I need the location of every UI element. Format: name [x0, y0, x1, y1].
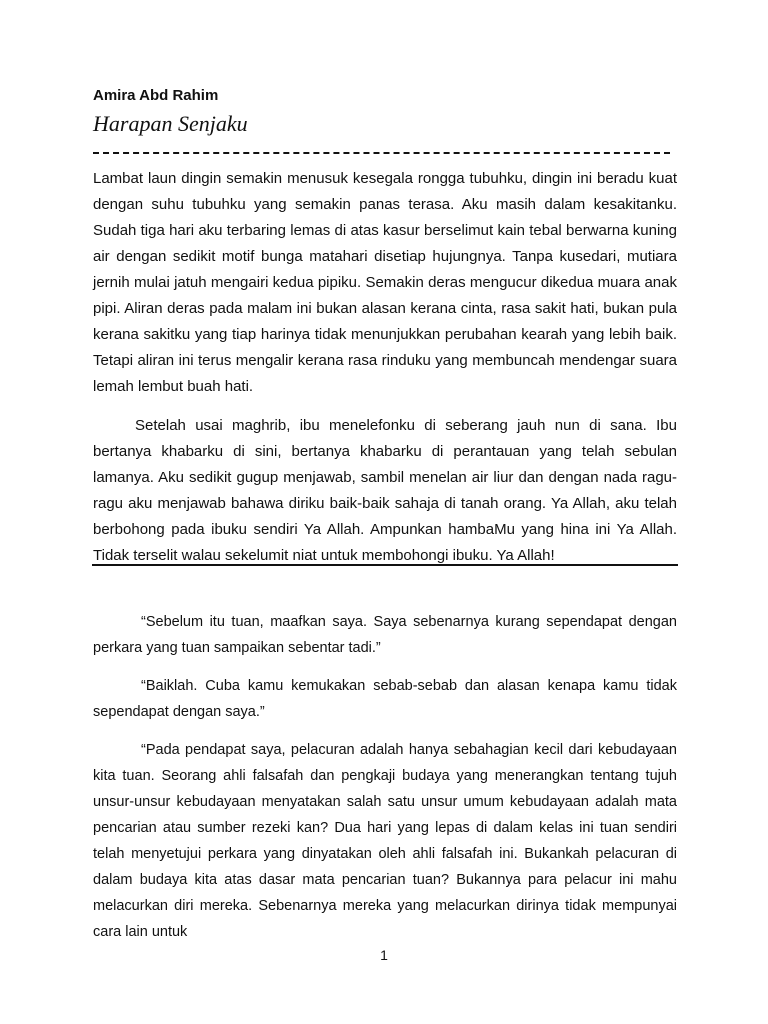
dialogue-section: [93, 609, 677, 945]
page-number: 1: [380, 947, 388, 963]
dashed-separator: [93, 152, 670, 154]
paragraph: Lambat laun dingin semakin menusuk kesegala rongga tubuhku, dingin ini beradu kuat dengan suhu tubuhku yang semakin panas terasa. Aku masih dalam kesakitanku. Sudah tiga hari aku terbaring lemas di atas kasur berselimut kain tebal berwarna kuning air dengan sedikit motif bunga matahari disetiap hujungnya. Tanpa kusedari, mutiara jernih mulai jatuh mengairi kedua pipiku. Semakin deras mengucur dikedua muara anak pipi. Aliran deras pada malam ini bukan alasan kerana cinta, rasa sakit hati, bukan pula kerana sakitku yang tiap harinya tidak menunjukkan perubahan kearah yang lebih baik. Tetapi aliran ini terus mengalir kerana rasa rinduku yang membuncah mendengar suara lemah lembut buah hati.: [93, 170, 677, 395]
dialogue-paragraph: “Sebelum itu tuan, maafkan saya. Saya sebenarnya kurang sependapat dengan perkara yang tuan sampaikan sebentar tadi.”: [93, 614, 677, 656]
story-title: Harapan Senjaku: [93, 111, 248, 136]
narrative-section: [93, 166, 677, 569]
paragraph: Setelah usai maghrib, ibu menelefonku di seberang jauh nun di sana. Ibu bertanya khabarku di sini, bertanya khabarku di perantauan yang telah sebulan lamanya. Aku sedikit gugup menjawab, sambil menelan air liur dan dengan nada ragu-ragu aku menjawab bahawa diriku baik-baik sahaja di tanah orang. Ya Allah, aku telah berbohong pada ibuku sendiri Ya Allah. Ampunkan hambaMu yang hina ini Ya Allah. Tidak terselit walau sekelumit niat untuk membohongi ibuku. Ya Allah!: [93, 417, 677, 564]
dialogue-paragraph: “Baiklah. Cuba kamu kemukakan sebab-sebab dan alasan kenapa kamu tidak sependapat dengan saya.”: [93, 678, 677, 720]
dialogue-paragraph: “Pada pendapat saya, pelacuran adalah hanya sebahagian kecil dari kebudayaan kita tuan. Seorang ahli falsafah dan pengkaji budaya yang menerangkan tentang tujuh unsur-unsur kebudayaan menyatakan salah satu unsur umum kebudayaan adalah mata pencarian atau sumber rezeki kan? Dua hari yang lepas di dalam kelas ini tuan sendiri telah menyetujui perkara yang dinyatakan oleh ahli falsafah ini. Bukankah pelacuran di dalam budaya kita atas dasar mata pencarian tuan? Bukannya para pelacur ini mahu melacurkan diri mereka. Sebenarnya mereka yang melacurkan dirinya tidak mempunyai cara lain untuk: [93, 742, 677, 940]
section-divider: [92, 564, 678, 566]
author-name: Amira Abd Rahim: [93, 87, 219, 104]
